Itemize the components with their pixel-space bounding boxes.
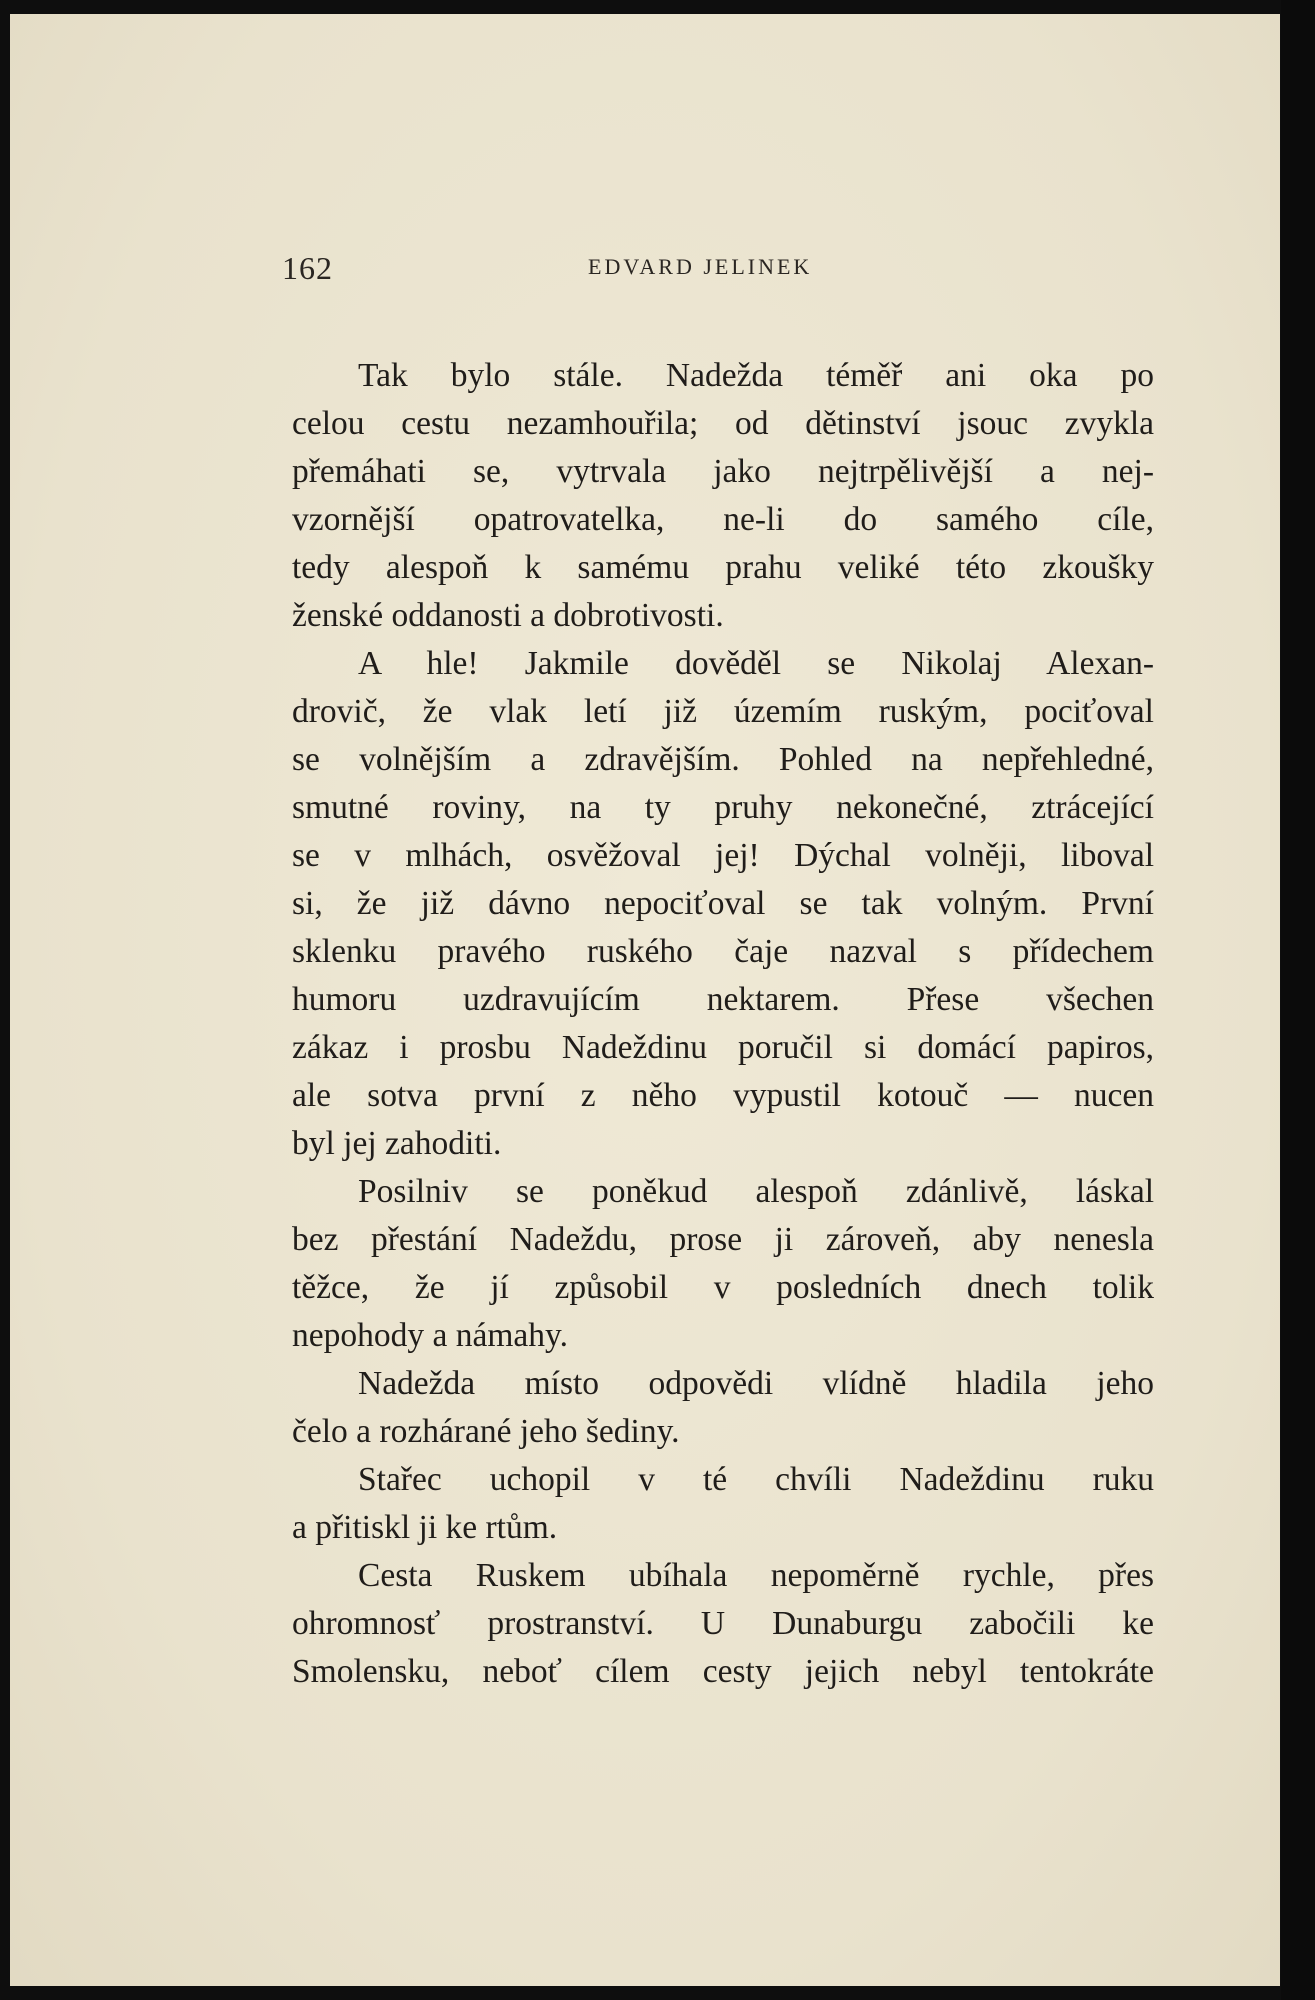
- text-line: drovič, že vlak letí již územím ruským, pociťoval: [292, 693, 1154, 730]
- text-line: čelo a rozhárané jeho šediny.: [292, 1413, 680, 1450]
- text-line: a přitiskl ji ke rtům.: [292, 1509, 558, 1546]
- book-page: [10, 14, 1280, 1986]
- text-line: celou cestu nezamhouřila; od dětinství jsouc zvykla: [292, 405, 1154, 442]
- text-line: smutné roviny, na ty pruhy nekonečné, ztrácející: [292, 789, 1154, 826]
- text-line: bez přestání Nadeždu, prose ji zároveň, aby nenesla: [292, 1221, 1154, 1258]
- text-line: Cesta Ruskem ubíhala nepoměrně rychle, přes: [358, 1557, 1154, 1594]
- text-line: Smolensku, neboť cílem cesty jejich nebyl tentokráte: [292, 1653, 1154, 1690]
- text-line: nepohody a námahy.: [292, 1317, 568, 1354]
- running-title: EDVARD JELINEK: [588, 254, 813, 279]
- page-number: 162: [282, 250, 333, 286]
- text-line: ale sotva první z něho vypustil kotouč — nucen: [292, 1077, 1154, 1114]
- text-line: Posilniv se poněkud alespoň zdánlivě, láskal: [358, 1173, 1154, 1210]
- text-line: Nadežda místo odpovědi vlídně hladila jeho: [358, 1365, 1154, 1402]
- text-line: si, že již dávno nepociťoval se tak volným. První: [292, 885, 1154, 922]
- page-header: [10, 246, 1280, 286]
- text-line: ženské oddanosti a dobrotivosti.: [292, 597, 724, 634]
- text-line: tedy alespoň k samému prahu veliké této zkoušky: [292, 549, 1154, 586]
- text-line: se v mlhách, osvěžoval jej! Dýchal volněji, liboval: [292, 837, 1154, 874]
- text-line: těžce, že jí způsobil v posledních dnech tolik: [292, 1269, 1154, 1306]
- text-line: byl jej zahoditi.: [292, 1125, 502, 1162]
- text-line: vzornější opatrovatelka, ne-li do samého cíle,: [292, 501, 1154, 538]
- text-line: se volnějším a zdravějším. Pohled na nepřehledné,: [292, 741, 1154, 778]
- text-line: zákaz i prosbu Nadeždinu poručil si domácí papiros,: [292, 1029, 1154, 1066]
- text-line: Stařec uchopil v té chvíli Nadeždinu ruku: [358, 1461, 1154, 1498]
- text-line: ohromnosť prostranství. U Dunaburgu zabočili ke: [292, 1605, 1154, 1642]
- text-line: A hle! Jakmile dověděl se Nikolaj Alexan-: [358, 645, 1154, 682]
- body-text: [292, 352, 1154, 1696]
- text-line: Tak bylo stále. Nadežda téměř ani oka po: [358, 357, 1154, 394]
- scan-border-right: [1281, 0, 1315, 2000]
- text-line: humoru uzdravujícím nektarem. Přese všechen: [292, 981, 1154, 1018]
- text-line: přemáhati se, vytrvala jako nejtrpělivější a nej-: [292, 453, 1154, 490]
- text-line: sklenku pravého ruského čaje nazval s přídechem: [292, 933, 1154, 970]
